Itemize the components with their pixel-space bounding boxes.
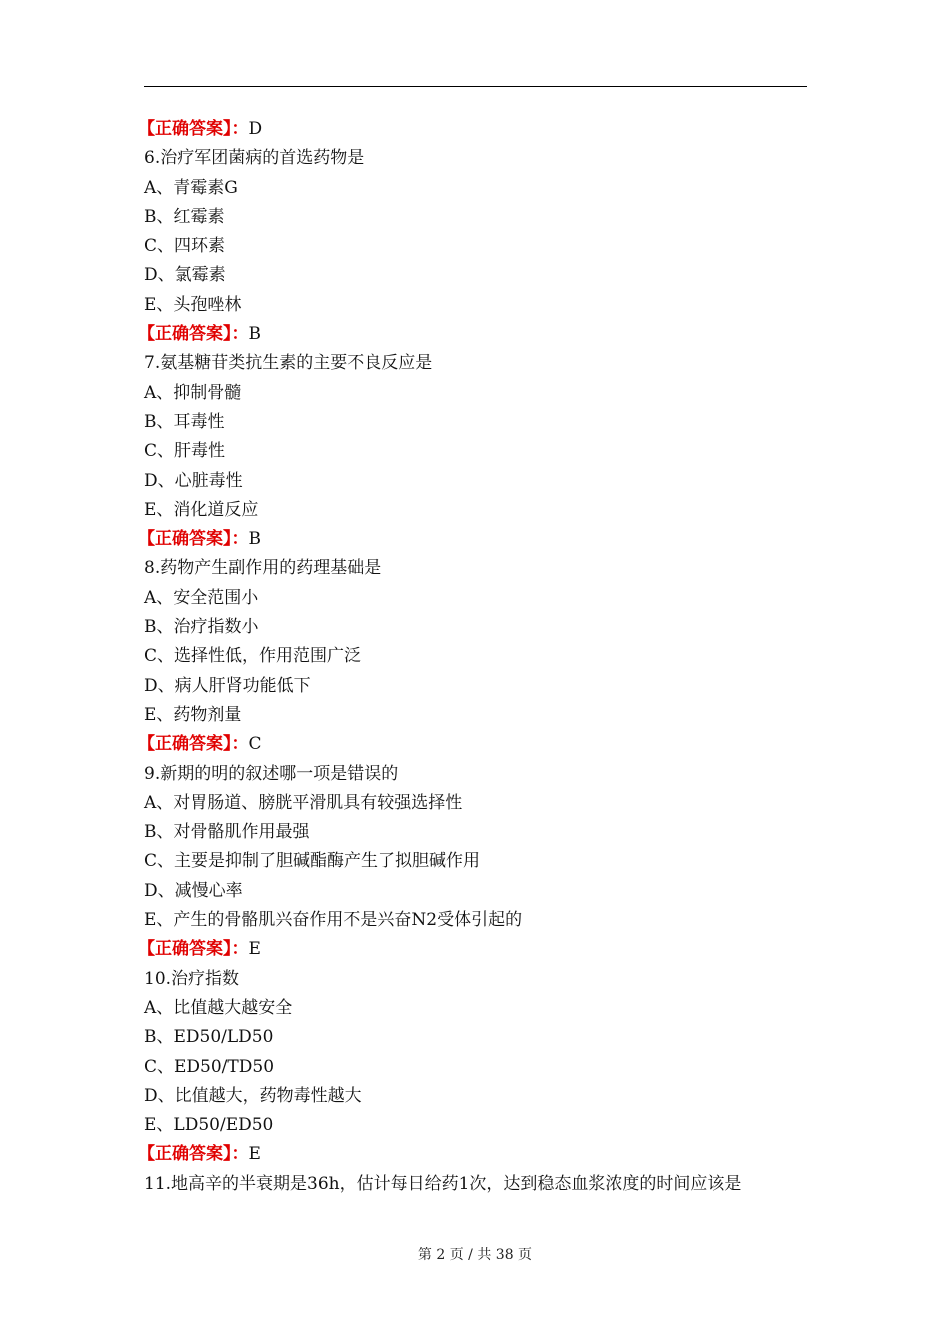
correct-answer — [138, 935, 807, 964]
answer-option: E、LD50/ED50 — [144, 1115, 274, 1136]
correct-answer-label: 【正确答案】： — [138, 529, 249, 550]
correct-answer — [138, 730, 807, 759]
answer-option: B、治疗指数小 — [144, 617, 259, 638]
answer-option: C、选择性低，作用范围广泛 — [144, 646, 362, 667]
correct-answer-value: B — [248, 324, 261, 345]
answer-option: D、心脏毒性 — [144, 470, 243, 491]
correct-answer-value: B — [248, 529, 261, 550]
answer-option: A、对胃肠道、膀胱平滑肌具有较强选择性 — [144, 792, 463, 813]
answer-option: D、氯霉素 — [144, 265, 226, 286]
answer-option: E、消化道反应 — [144, 499, 259, 520]
answer-option: C、四环素 — [144, 236, 226, 257]
answer-option: A、抑制骨髓 — [144, 382, 242, 403]
question-stem: 9.新期的明的叙述哪一项是错误的 — [144, 763, 399, 784]
correct-answer-label: 【正确答案】： — [138, 1144, 249, 1165]
answer-option: E、头孢唑林 — [144, 294, 242, 315]
answer-option: C、ED50/TD50 — [144, 1056, 275, 1077]
header-rule — [144, 86, 807, 87]
correct-answer — [138, 320, 807, 349]
answer-option: C、主要是抑制了胆碱酯酶产生了拟胆碱作用 — [144, 851, 481, 872]
correct-answer-value: D — [248, 119, 263, 139]
question-stem: 8.药物产生副作用的药理基础是 — [144, 558, 382, 579]
correct-answer — [138, 1140, 807, 1169]
correct-answer-label: 【正确答案】： — [138, 119, 249, 139]
answer-option: B、耳毒性 — [144, 411, 225, 432]
page-footer: 第 2 页 / 共 38 页 — [417, 1247, 533, 1263]
answer-option: A、安全范围小 — [144, 587, 259, 608]
correct-answer-label: 【正确答案】： — [138, 939, 249, 960]
question-stem: 6.治疗军团菌病的首选药物是 — [144, 148, 365, 169]
answer-option: D、减慢心率 — [144, 880, 243, 901]
question-stem: 11.地高辛的半衰期是36h，估计每日给药1次，达到稳态血浆浓度的时间应该是 — [144, 1173, 742, 1194]
answer-option: D、病人肝肾功能低下 — [144, 675, 311, 696]
question-stem: 7.氨基糖苷类抗生素的主要不良反应是 — [144, 353, 433, 374]
answer-option: E、产生的骨骼肌兴奋作用不是兴奋N2受体引起的 — [144, 910, 523, 931]
question-list — [138, 115, 807, 1199]
correct-answer-label: 【正确答案】： — [138, 324, 249, 345]
correct-answer-value: E — [248, 1144, 261, 1165]
correct-answer-label: 【正确答案】： — [138, 734, 249, 755]
question-stem: 10.治疗指数 — [144, 968, 240, 989]
correct-answer-value: C — [248, 734, 262, 755]
answer-option: C、肝毒性 — [144, 441, 226, 462]
answer-option: E、药物剂量 — [144, 704, 242, 725]
answer-option: D、比值越大，药物毒性越大 — [144, 1085, 362, 1106]
answer-option: B、ED50/LD50 — [144, 1027, 274, 1048]
answer-option: B、红霉素 — [144, 206, 225, 227]
correct-answer-value: E — [248, 939, 261, 960]
correct-answer — [138, 525, 807, 554]
answer-option: A、比值越大越安全 — [144, 997, 293, 1018]
answer-option: B、对骨骼肌作用最强 — [144, 822, 310, 843]
answer-option: A、青霉素G — [144, 177, 238, 198]
correct-answer — [138, 115, 807, 144]
